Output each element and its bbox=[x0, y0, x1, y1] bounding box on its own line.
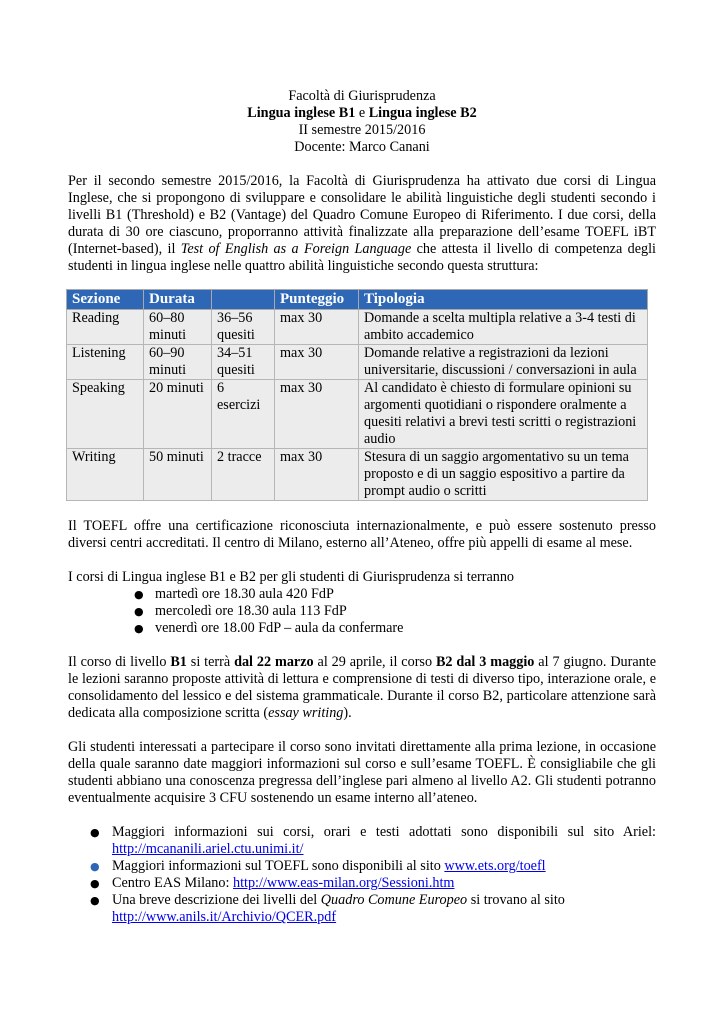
table-row bbox=[67, 310, 648, 345]
faculty-title: Facoltà di Giurisprudenza bbox=[288, 88, 436, 104]
table-row bbox=[67, 449, 648, 501]
header-punteggio: Punteggio bbox=[275, 290, 359, 310]
table-cell: Stesura di un saggio argomentativo su un tema proposto e di un saggio espositivo a partire da prompt audio o scritti bbox=[359, 449, 648, 501]
intro-paragraph: Per il secondo semestre 2015/2016, la Facoltà di Giurisprudenza ha attivato due corsi di Lingua Inglese, che si propongono di sviluppare e consolidare le abilità linguistiche degli studenti secondo i livelli B1 (Threshold) e B2 (Vantage) del Quadro Comune Europeo di Riferimento. I due corsi, della durata di 30 ore ciascuno, proporranno attività finalizzate alla preparazione dell’esame TOEFL iBT (Internet-based), il Test of English as a Foreign Language che attesta il livello di competenza degli studenti in lingua inglese nelle quattro abilità linguistiche secondo questa struttura: bbox=[68, 173, 656, 274]
list-item: ● Una breve descrizione dei livelli del Quadro Comune Europeo si trovano al sito http://www.anils.it/Archivio/QCER.pdf bbox=[90, 892, 565, 925]
bullet-icon: ● bbox=[90, 860, 100, 873]
table-cell: 50 minuti bbox=[144, 449, 212, 501]
table-cell: 20 minuti bbox=[144, 380, 212, 449]
table-cell: 34–51 quesiti bbox=[212, 345, 275, 380]
schedule-list bbox=[68, 586, 656, 637]
schedule-intro: I corsi di Lingua inglese B1 e B2 per gli studenti di Giurisprudenza si terranno bbox=[68, 569, 515, 585]
header-blank bbox=[212, 290, 275, 310]
table-cell: Writing bbox=[67, 449, 144, 501]
anils-link[interactable]: http://www.anils.it/Archivio/QCER.pdf bbox=[112, 909, 337, 925]
table-cell: max 30 bbox=[275, 449, 359, 501]
list-item: ● Centro EAS Milano: http://www.eas-milan.org/Sessioni.htm bbox=[90, 875, 455, 891]
table-cell: max 30 bbox=[275, 345, 359, 380]
ariel-link[interactable]: http://mcananili.ariel.ctu.unimi.it/ bbox=[112, 841, 304, 857]
eas-link[interactable]: http://www.eas-milan.org/Sessioni.htm bbox=[232, 875, 455, 891]
table-row bbox=[67, 380, 648, 449]
list-item: ● Maggiori informazioni sul TOEFL sono disponibili al sito www.ets.org/toefl bbox=[90, 858, 546, 874]
ets-link[interactable]: www.ets.org/toefl bbox=[444, 858, 546, 874]
table-cell: max 30 bbox=[275, 310, 359, 345]
bullet-icon: ● bbox=[90, 894, 100, 907]
table-cell: 36–56 quesiti bbox=[212, 310, 275, 345]
semester: II semestre 2015/2016 bbox=[298, 122, 426, 138]
levels-paragraph: Il corso di livello B1 si terrà dal 22 marzo al 29 aprile, il corso B2 dal 3 maggio al 7 giugno. Durante le lezioni saranno proposte attività di lettura e comprensione di testi di diverso tipo, interazione orale, e consolidamento del lessico e del sistema grammaticale. Durante il corso B2, particolare attenzione sarà dedicata alla composizione scritta (essay writing). bbox=[68, 654, 657, 721]
course-title: Lingua inglese B1 e Lingua inglese B2 bbox=[247, 105, 477, 121]
list-item: ● mercoledì ore 18.30 aula 113 FdP bbox=[134, 603, 347, 619]
bullet-icon: ● bbox=[134, 622, 144, 635]
toefl-paragraph: Il TOEFL offre una certificazione riconosciuta internazionalmente, e può essere sostenuto presso diversi centri accreditati. Il centro di Milano, esterno all’Ateneo, offre più appelli di esame al mese. bbox=[68, 518, 656, 551]
bullet-icon: ● bbox=[134, 605, 144, 618]
table-cell: 2 tracce bbox=[212, 449, 275, 501]
students-paragraph: Gli studenti interessati a partecipare il corso sono invitati direttamente alla prima lezione, in occasione della quale saranno date maggiori informazioni sul corso e sull’esame TOEFL. È consigliabile che gli studenti abbiano una conoscenza pregressa dell’inglese pari almeno al livello A2. Gli studenti potranno eventualmente acquisire 3 CFU sostenendo un esame interno all’ateneo. bbox=[68, 739, 656, 806]
table-cell: Domande a scelta multipla relative a 3-4 testi di ambito accademico bbox=[359, 310, 648, 345]
header-durata: Durata bbox=[144, 290, 212, 310]
document-header bbox=[68, 88, 656, 156]
list-item: ● martedì ore 18.30 aula 420 FdP bbox=[134, 586, 334, 602]
table-cell: 60–80 minuti bbox=[144, 310, 212, 345]
table-row bbox=[67, 345, 648, 380]
table-cell: 6 esercizi bbox=[212, 380, 275, 449]
table-cell: max 30 bbox=[275, 380, 359, 449]
table-cell: Speaking bbox=[67, 380, 144, 449]
table-cell: Al candidato è chiesto di formulare opinioni su argomenti quotidiani o rispondere oralmente a quesiti relativi a brevi testi scritti o registrazioni audio bbox=[359, 380, 648, 449]
document-page bbox=[68, 88, 656, 926]
bullet-icon: ● bbox=[90, 877, 100, 890]
bullet-icon: ● bbox=[90, 826, 100, 839]
bullet-icon: ● bbox=[134, 588, 144, 601]
toefl-structure-table bbox=[66, 289, 648, 501]
table-cell: Domande relative a registrazioni da lezioni universitarie, discussioni / conversazioni in aula bbox=[359, 345, 648, 380]
table-cell: Listening bbox=[67, 345, 144, 380]
table-cell: Reading bbox=[67, 310, 144, 345]
table-header-row bbox=[67, 290, 648, 310]
table-cell: 60–90 minuti bbox=[144, 345, 212, 380]
list-item: ● Maggiori informazioni sui corsi, orari e testi adottati sono disponibili sul sito Ariel: http://mcananili.ariel.ctu.unimi.it/ bbox=[90, 824, 656, 857]
teacher: Docente: Marco Canani bbox=[294, 139, 430, 155]
header-tipologia: Tipologia bbox=[359, 290, 648, 310]
info-list bbox=[68, 824, 656, 926]
list-item: ● venerdì ore 18.00 FdP – aula da confermare bbox=[134, 620, 404, 636]
header-sezione: Sezione bbox=[67, 290, 144, 310]
